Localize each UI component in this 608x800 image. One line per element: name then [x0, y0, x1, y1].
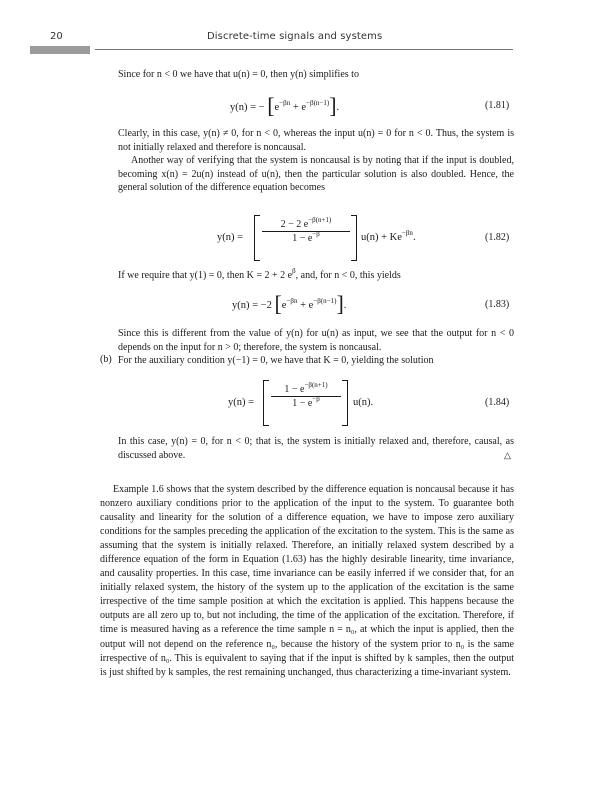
- paragraph: [118, 327, 514, 354]
- header-bar: [30, 46, 90, 54]
- eq-lhs: y(n) = −2: [232, 300, 272, 311]
- eq-term: e: [281, 300, 287, 311]
- eq-sup: β: [292, 267, 296, 275]
- equation-1-81: [230, 93, 339, 119]
- bracket-right: ]: [336, 291, 344, 316]
- item-label: (b): [100, 354, 112, 365]
- eq-end: .: [343, 300, 347, 311]
- bracket-left: [263, 380, 269, 426]
- page-number: 20: [50, 31, 63, 42]
- numerator: 1 − e: [284, 384, 305, 395]
- running-title: Discrete-time signals and systems: [207, 31, 383, 42]
- equation-1-83: [232, 291, 346, 317]
- denominator: 1 − e: [292, 233, 313, 244]
- paragraph-text: Another way of verifying that the system is noncausal is by noting that if the input is doubled, becoming x(n) = 2u(n) instead of u(n), then the particular solution is also doubled. Hence, the general solution of the difference equation becomes: [118, 155, 514, 194]
- numerator: 2 − 2 e: [280, 219, 309, 230]
- eq-lhs: y(n) =: [228, 397, 255, 408]
- paragraph: [118, 269, 514, 283]
- equation-number: (1.84): [485, 397, 510, 408]
- eq-sup: −β(n+1): [308, 216, 332, 224]
- eq-term: e: [274, 102, 280, 113]
- equation-number: (1.82): [485, 232, 510, 243]
- eq-rhs: [361, 229, 416, 243]
- fraction: [262, 216, 350, 244]
- paragraph-text: In this case, y(n) = 0, for n < 0; that is, the system is initially relaxed and, therefore, causal, as discussed above.: [118, 436, 514, 461]
- eq-rhs-text: u(n) + Ke: [361, 232, 402, 243]
- eq-end: .: [412, 232, 416, 243]
- eq-sup: −β(n+1): [304, 381, 328, 389]
- bracket-right: ]: [329, 93, 337, 118]
- paragraph: [118, 354, 514, 368]
- eq-sup: −β: [312, 230, 320, 238]
- paragraph-text: , and, for n < 0, this yields: [295, 270, 401, 281]
- eq-rhs: u(n).: [353, 397, 374, 408]
- eq-end: .: [336, 102, 340, 113]
- paragraph-text: For the auxiliary condition y(−1) = 0, we have that K = 0, yielding the solution: [118, 355, 434, 366]
- fraction: [271, 381, 341, 409]
- equation-number: (1.81): [485, 100, 510, 111]
- eq-sup: −β(n−1): [306, 99, 330, 107]
- bracket-right: [342, 380, 348, 426]
- bracket-left: [: [267, 93, 275, 118]
- paragraph: [100, 483, 514, 680]
- bracket-right: [351, 215, 357, 261]
- paragraph-text: Since for n < 0 we have that u(n) = 0, then y(n) simplifies to: [118, 69, 359, 80]
- eq-sup: −β(n−1): [313, 297, 337, 305]
- paragraph: [118, 127, 514, 195]
- end-of-example-mark: △: [504, 450, 511, 460]
- paragraph: [118, 68, 514, 82]
- eq-sup: −βn: [286, 297, 298, 305]
- bracket-left: [: [274, 291, 282, 316]
- eq-lhs: y(n) = −: [230, 102, 265, 113]
- paragraph-text: Clearly, in this case, y(n) ≠ 0, for n < 0, whereas the input u(n) = 0 for n < 0. Thus, the system is not initially relaxed and therefore is noncausal.: [118, 128, 514, 153]
- paragraph-text: If we require that y(1) = 0, then K = 2 + 2 e: [118, 270, 293, 281]
- equation-number: (1.83): [485, 299, 510, 310]
- header-rule: [95, 49, 513, 50]
- eq-sup: −βn: [279, 99, 291, 107]
- eq-op: + e: [297, 300, 314, 311]
- paragraph-text: Since this is different from the value of y(n) for u(n) as input, we see that the output for n < 0 depends on the input for n > 0; therefore, the system is noncausal.: [118, 328, 514, 353]
- eq-op: + e: [290, 102, 307, 113]
- eq-sup: −β: [312, 395, 320, 403]
- denominator: 1 − e: [292, 398, 313, 409]
- paragraph-text: Example 1.6 shows that the system described by the difference equation is noncausal because it has nonzero auxiliary conditions prior to the application of the input to the system. To guarantee both causality and linearity for the solution of a difference equation, we have to impose zero auxiliary conditions for the samples preceding the application of the excitation to the system. This is the same as assuming that the system is initially relaxed. Therefore, an initially relaxed system described by a difference equation of the form in Equation (1.63) has the highly desirable linearity, time invariance, and causality properties. In this case, time invariance can be easily inferred if we consider that, for an initially relaxed system, the history of the system up to the application of the excitation is the same irrespective of the time sample position at which the excitation is applied. This happens because the outputs are all zero up to, but not including, the time of the application of the excitation. Therefore, if time is measured having as a reference the time sample n = n₀, at which the input is applied, then the output will not depend on the reference n₀, because the history of the system prior to n₀ is the same irrespective of n₀. This is equivalent to saying that if the input is shifted by k samples, then the output is just shifted by k samples, the rest remaining unchanged, thus characterizing a time-invariant system.: [100, 484, 514, 678]
- eq-lhs: y(n) =: [217, 232, 244, 243]
- eq-sup: −βn: [401, 229, 413, 237]
- paragraph: [118, 435, 514, 462]
- bracket-left: [254, 215, 260, 261]
